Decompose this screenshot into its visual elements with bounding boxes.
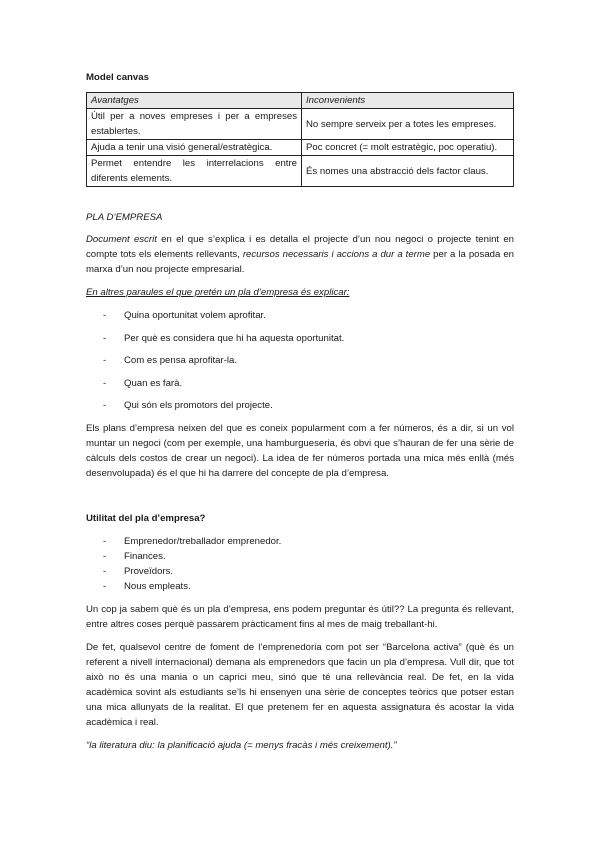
model-canvas-table (86, 92, 514, 187)
list-item: - Proveïdors. (103, 565, 174, 577)
definition-paragraph (86, 232, 514, 277)
utilitat-list (86, 534, 514, 594)
list-item: - Quina oportunitat volem aprofitar. (103, 310, 266, 321)
table-row (87, 109, 514, 140)
table-header-cell: Avantatges (87, 93, 302, 109)
table-cell: Poc concret (= molt estratègic, poc operatiu). (302, 140, 514, 156)
literature-quote: “la literatura diu: la planificació ajuda (= menys fracàs i més creixement).” (86, 739, 397, 751)
table-cell: És nomes una abstracció dels factor claus. (302, 156, 514, 187)
list-item: - Per què es considera que hi ha aquesta oportunitat. (103, 332, 345, 344)
table-row (87, 140, 514, 156)
intro-underlined: En altres paraules el que pretén un pla d’empresa és explicar: (86, 287, 350, 298)
definition-text-2: per a la posada en marxa d’un nou projecte empresarial. (86, 249, 514, 275)
table-cell: Ajuda a tenir una visió general/estratègica. (87, 140, 302, 156)
list-item: - Emprenedor/treballador emprenedor. (103, 535, 282, 547)
pla-list (86, 308, 514, 413)
list-item: - Finances. (103, 550, 166, 562)
list-item: - Nous empleats. (103, 580, 191, 592)
pla-empresa-heading: PLA D’EMPRESA (86, 212, 163, 223)
table-header-cell: Inconvenients (302, 93, 514, 109)
definition-text: en el que s’explica i es detalla el projecte d’un nou negoci o projecte tenint en compte tots els elements rellevants, (86, 234, 514, 260)
table-header-row (87, 93, 514, 109)
utilitat-heading: Utilitat del pla d’empresa? (86, 512, 206, 524)
definition-term: Document escrit (86, 234, 157, 245)
table-row (87, 156, 514, 187)
list-item: - Com es pensa aprofitar-la. (103, 355, 238, 366)
utilitat-paragraph-2: De fet, qualsevol centre de foment de l’emprenedoria com pot ser “Barcelona activa” (què és un referent a nivell internacional) demana als emprenedors que facin un pla d’empresa. Vull dir, que tot això no és una mania o un caprici meu, sinó que té una rellevància real. De fet, en la vida acadèmica sovint als estudiants se’ls hi ensenyen una sèrie de conceptes teòrics que potser estan una mica allunyats de la realitat. El que pretenem fer en aquesta assignatura és acostar la vida acadèmica i real. (86, 641, 514, 728)
fer-numeros-paragraph: Els plans d’empresa neixen del que es coneix popularment com a fer números, és a dir, si un vol muntar un negoci (com per exemple, una hamburgueseria, és obvi que s’hauran de fer una sèrie de càlculs dels costos de crear un negoci). La idea de fer números portada una mica més enllà (més desenvolupada) és el que hi ha darrere del concepte de pla d’empresa. (86, 422, 514, 479)
document-content (86, 64, 514, 753)
utilitat-paragraph-1: Un cop ja sabem què és un pla d’empresa, ens podem preguntar és útil?? La pregunta és rellevant, entre altres coses perquè passarem pràcticament fins al mes de maig treballant-hi. (86, 603, 514, 630)
list-item: - Qui són els promotors del projecte. (103, 400, 273, 411)
table-cell: Útil per a noves empreses i per a empreses establertes. (87, 109, 302, 140)
model-canvas-heading: Model canvas (86, 72, 149, 83)
definition-term-2: recursos necessaris i accions a dur a terme (242, 249, 431, 260)
table-cell: Permet entendre les interrelacions entre diferents elements. (87, 156, 302, 187)
list-item: - Quan es farà. (103, 377, 183, 389)
table-cell: No sempre serveix per a totes les empreses. (302, 109, 514, 140)
